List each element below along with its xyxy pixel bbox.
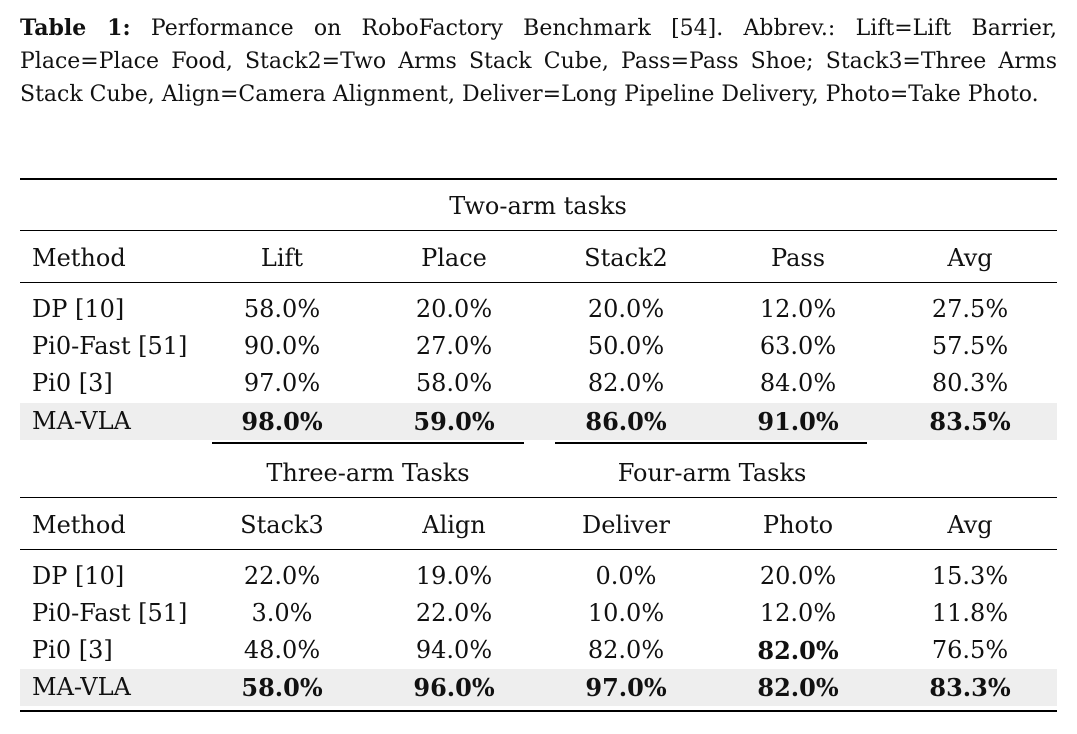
value-cell: 94.0% [415,636,493,664]
header-rule [20,549,1057,550]
caption-label: Table 1: [20,15,131,41]
value-cell: 0.0% [595,562,657,590]
value-cell: 76.5% [931,636,1009,664]
value-cell: 20.0% [415,295,493,323]
value-cell: 82.0% [587,369,665,397]
table-caption [20,12,1057,111]
value-cell-best: 97.0% [585,673,667,702]
value-cell: 48.0% [243,636,321,664]
value-cell: 11.8% [931,599,1009,627]
value-cell: 84.0% [759,369,837,397]
method-cell: DP [10] [32,295,125,323]
header-row-multi-arm [20,507,1057,544]
method-cell: Pi0-Fast [51] [32,332,188,360]
value-cell-best: 96.0% [413,673,495,702]
method-cell: Pi0 [3] [32,636,113,664]
column-header-place: Place [421,244,487,272]
column-header-avg: Avg [947,511,993,539]
value-cell: 27.0% [415,332,493,360]
value-cell: 19.0% [415,562,493,590]
value-cell: 20.0% [759,562,837,590]
value-cell-best: 91.0% [757,407,839,436]
table-row-highlighted [20,669,1057,706]
column-header-align: Align [422,511,486,539]
value-cell: 22.0% [415,599,493,627]
column-header-lift: Lift [260,244,304,272]
value-cell: 12.0% [759,295,837,323]
column-header-pass: Pass [770,244,826,272]
group-header-four-arm: Four-arm Tasks [617,459,807,487]
column-header-avg: Avg [947,244,993,272]
value-cell: 82.0% [587,636,665,664]
value-cell: 27.5% [931,295,1009,323]
method-cell: MA-VLA [32,407,131,435]
top-rule [20,178,1057,180]
table-row [20,595,1057,632]
group-header-two-arm: Two-arm tasks [449,192,627,220]
group-rule-four-arm [555,442,867,444]
value-cell: 20.0% [587,295,665,323]
method-cell: Pi0 [3] [32,369,113,397]
column-header-stack2: Stack2 [584,244,668,272]
value-cell-best: 59.0% [413,407,495,436]
table-row [20,632,1057,669]
value-cell: 57.5% [931,332,1009,360]
table-row [20,365,1057,402]
value-cell: 3.0% [251,599,313,627]
value-cell-best: 83.5% [929,407,1011,436]
column-header-deliver: Deliver [581,511,671,539]
group-rule [20,497,1057,498]
value-cell: 50.0% [587,332,665,360]
column-header-photo: Photo [762,511,834,539]
value-cell: 12.0% [759,599,837,627]
value-cell: 63.0% [759,332,837,360]
value-cell: 80.3% [931,369,1009,397]
value-cell: 15.3% [931,562,1009,590]
caption-text: Performance on RoboFactory Benchmark [54]. Abbrev.: Lift=Lift Barrier, Place=Place Food, Stack2=Two Arms Stack Cube, Pass=Pass Shoe; Stack3=Three Arms Stack Cube, Align=Camera Alignment, Deliver=Long Pipeline Delivery, Photo=Take Photo. [20,16,1057,107]
method-cell: DP [10] [32,562,125,590]
value-cell-best: 82.0% [757,636,839,665]
method-cell: MA-VLA [32,673,131,701]
group-header-three-arm: Three-arm Tasks [266,459,470,487]
column-header-stack3: Stack3 [240,511,324,539]
header-row-two-arm [20,240,1057,277]
value-cell: 97.0% [243,369,321,397]
value-cell: 10.0% [587,599,665,627]
value-cell-best: 82.0% [757,673,839,702]
column-header-method: Method [32,511,126,539]
header-rule [20,282,1057,283]
value-cell: 90.0% [243,332,321,360]
method-cell: Pi0-Fast [51] [32,599,188,627]
value-cell-best: 58.0% [241,673,323,702]
table-row [20,291,1057,328]
table-row [20,558,1057,595]
value-cell: 58.0% [415,369,493,397]
value-cell: 22.0% [243,562,321,590]
column-header-method: Method [32,244,126,272]
group-rule-three-arm [212,442,524,444]
table-row [20,328,1057,365]
bottom-rule [20,710,1057,712]
value-cell-best: 86.0% [585,407,667,436]
table-row-highlighted [20,403,1057,440]
group-rule [20,230,1057,231]
value-cell: 58.0% [243,295,321,323]
value-cell-best: 98.0% [241,407,323,436]
value-cell-best: 83.3% [929,673,1011,702]
